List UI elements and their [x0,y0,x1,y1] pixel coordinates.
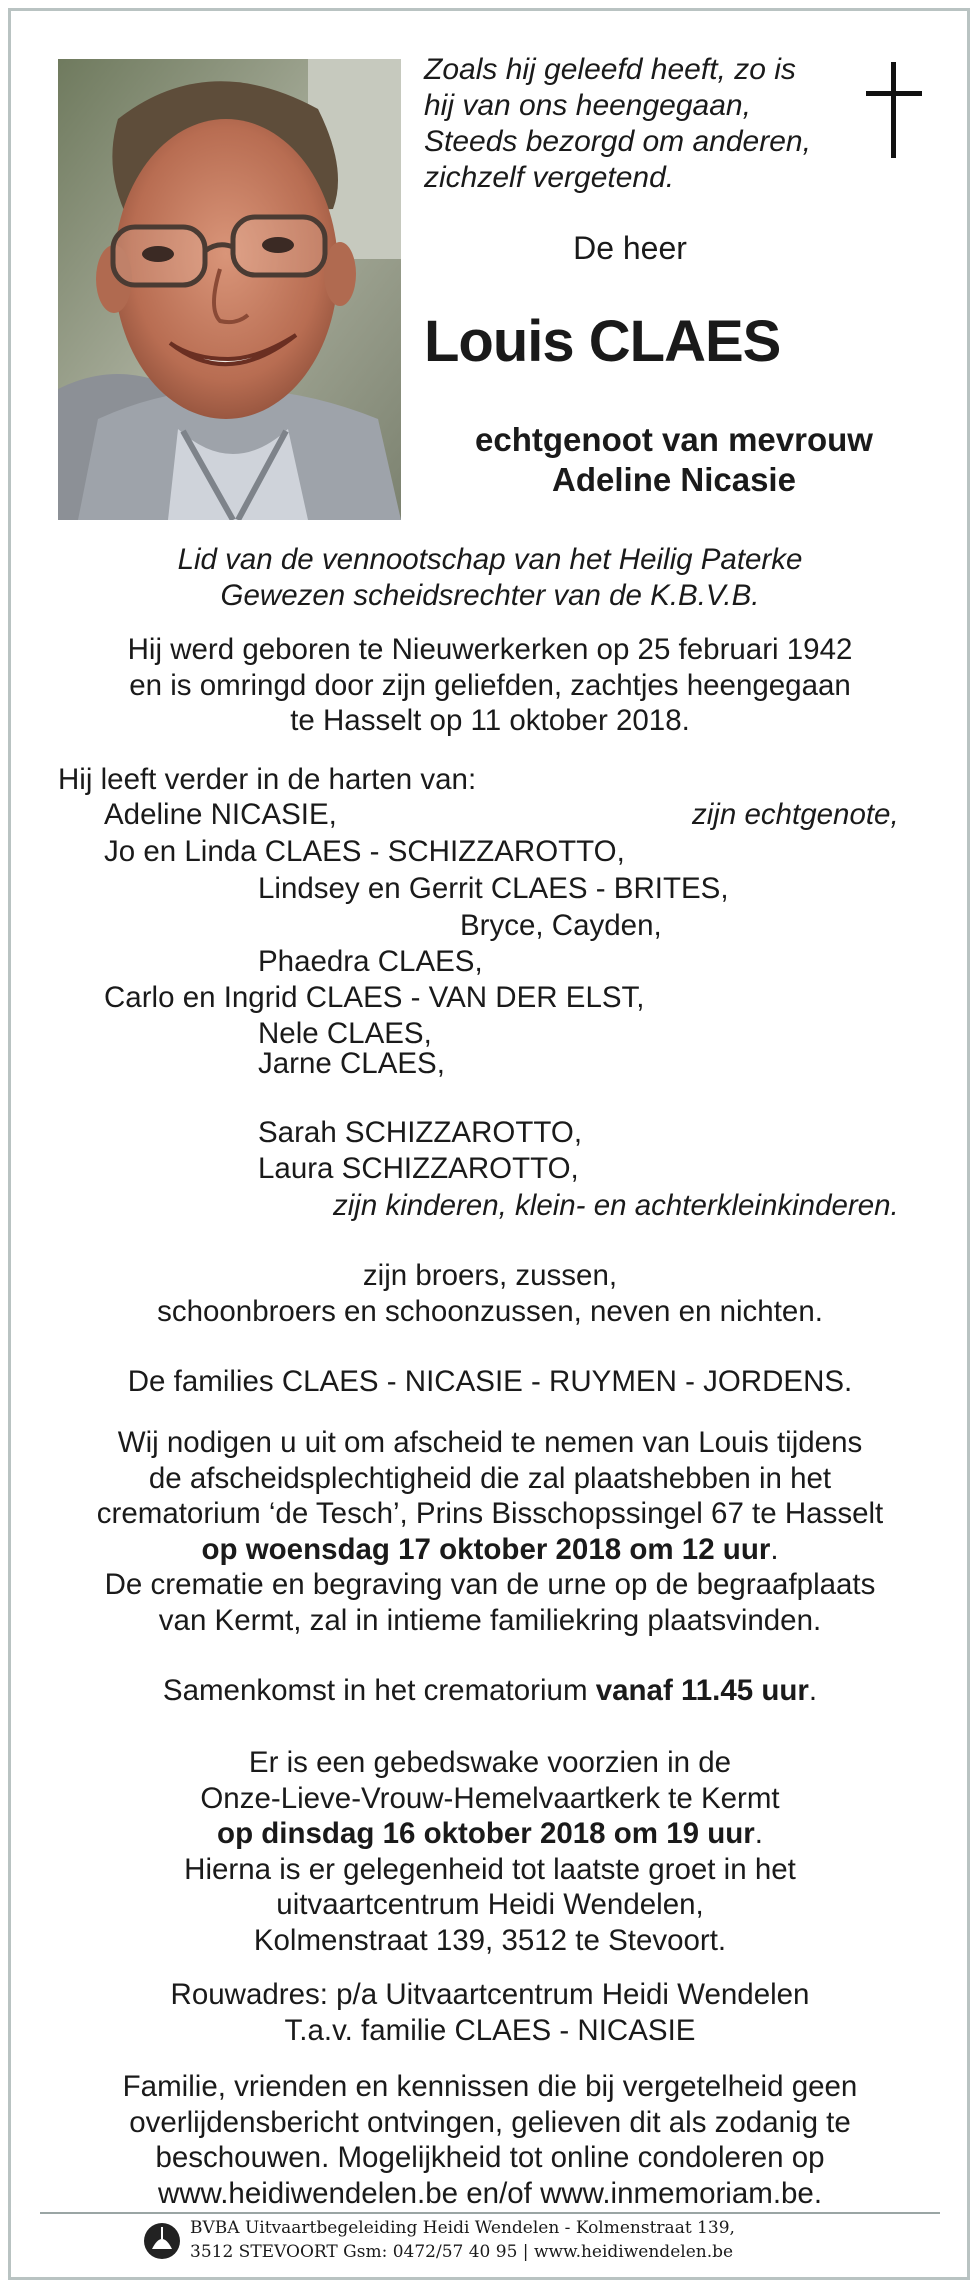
ceremony-line: De crematie en begraving van de urne op de begraafplaats [104,1568,876,1601]
funeral-home-logo-icon [142,2219,182,2263]
salutation: De heer [573,230,687,266]
wake-info [30,1745,950,1958]
birth-death-info [30,632,950,739]
notice-line: Familie, vrienden en kennissen die bij vergetelheid geen [122,2070,858,2103]
verse-line: Zoals hij geleefd heeft, zo is [424,53,796,86]
memorial-verse [424,52,844,196]
notice-line: www.heidiwendelen.be en/of www.inmemoriam.be. [157,2176,823,2210]
spouse-line: echtgenoot van mevrouw [475,421,873,458]
wake-line: Er is een gebedswake voorzien in de [248,1746,732,1779]
ceremony-info [30,1425,950,1638]
wake-line: Hierna is er gelegenheid tot laatste groet in het [184,1852,796,1886]
footer-text [190,2216,735,2264]
condolence-notice [30,2069,950,2211]
survivor-line: Jo en Linda CLAES - SCHIZZAROTTO, [104,835,625,868]
footer-divider [40,2212,940,2214]
survivor-line: Phaedra CLAES, [258,945,483,978]
info-line: te Hasselt op 11 oktober 2018. [290,704,690,737]
spouse-line: Adeline Nicasie [552,461,796,498]
wake-date: op dinsdag 16 oktober 2018 om 19 uur. [217,1817,763,1850]
survivor-spouse-name: Adeline NICASIE, [104,798,337,831]
footer-line: BVBA Uitvaartbegeleiding Heidi Wendelen - Kolmenstraat 139, [190,2218,735,2238]
address-line: T.a.v. familie CLAES - NICASIE [284,2013,696,2047]
ceremony-date: op woensdag 17 oktober 2018 om 12 uur. [201,1532,779,1566]
ceremony-line: van Kermt, zal in intieme familiekring plaatsvinden. [158,1603,822,1637]
ceremony-line: Wij nodigen u uit om afscheid te nemen van Louis tijdens [117,1426,863,1459]
survivor-line: Jarne CLAES, [258,1047,445,1080]
memberships [30,542,950,613]
membership-line: Lid van de vennootschap van het Heilig Paterke [177,543,803,576]
spouse-block [424,420,924,500]
children-role: zijn kinderen, klein- en achterkleinkinderen. [333,1189,899,1222]
survivor-line: Carlo en Ingrid CLAES - VAN DER ELST, [104,981,645,1014]
portrait-photo [58,59,401,520]
survivor-line: Nele CLAES, [258,1017,432,1050]
survivor-line: Laura SCHIZZAROTTO, [258,1152,579,1185]
survivor-line: Bryce, Cayden, [460,909,662,942]
survivors-intro: Hij leeft verder in de harten van: [58,763,477,796]
info-line: en is omringd door zijn geliefden, zachtjes heengegaan [129,668,851,702]
gathering-info: Samenkomst in het crematorium vanaf 11.45 uur. [162,1674,818,1707]
deceased-name: Louis CLAES [424,309,781,374]
cross-icon [866,62,922,158]
survivor-line: Lindsey en Gerrit CLAES - BRITES, [258,872,729,905]
siblings-line: schoonbroers en schoonzussen, neven en nichten. [157,1294,823,1328]
notice-line: overlijdensbericht ontvingen, gelieven dit als zodanig te [129,2105,851,2139]
verse-line: Steeds bezorgd om anderen, [424,125,811,158]
siblings-line: zijn broers, zussen, [362,1259,618,1292]
verse-line: hij van ons heengegaan, [424,89,751,122]
wake-line: Onze-Lieve-Vrouw-Hemelvaartkerk te Kermt [200,1781,780,1815]
verse-line: zichzelf vergetend. [424,161,675,194]
address-line: Rouwadres: p/a Uitvaartcentrum Heidi Wendelen [170,1978,810,2011]
wake-line: Kolmenstraat 139, 3512 te Stevoort. [253,1923,727,1957]
survivor-line: Sarah SCHIZZAROTTO, [258,1116,583,1149]
mourning-address [30,1977,950,2048]
membership-line: Gewezen scheidsrechter van de K.B.V.B. [220,578,760,612]
ceremony-line: de afscheidsplechtigheid die zal plaatshebben in het [148,1461,832,1495]
notice-line: beschouwen. Mogelijkheid tot online condoleren op [155,2141,825,2174]
families: De families CLAES - NICASIE - RUYMEN - JORDENS. [127,1365,853,1398]
wake-line: uitvaartcentrum Heidi Wendelen, [276,1888,704,1921]
ceremony-line: crematorium ‘de Tesch’, Prins Bisschopssingel 67 te Hasselt [96,1497,884,1530]
survivor-spouse-role: zijn echtgenote, [692,798,899,831]
siblings [30,1258,950,1329]
info-line: Hij werd geboren te Nieuwerkerken op 25 februari 1942 [127,633,853,666]
footer-line: 3512 STEVOORT Gsm: 0472/57 40 95 | www.heidiwendelen.be [190,2242,734,2262]
